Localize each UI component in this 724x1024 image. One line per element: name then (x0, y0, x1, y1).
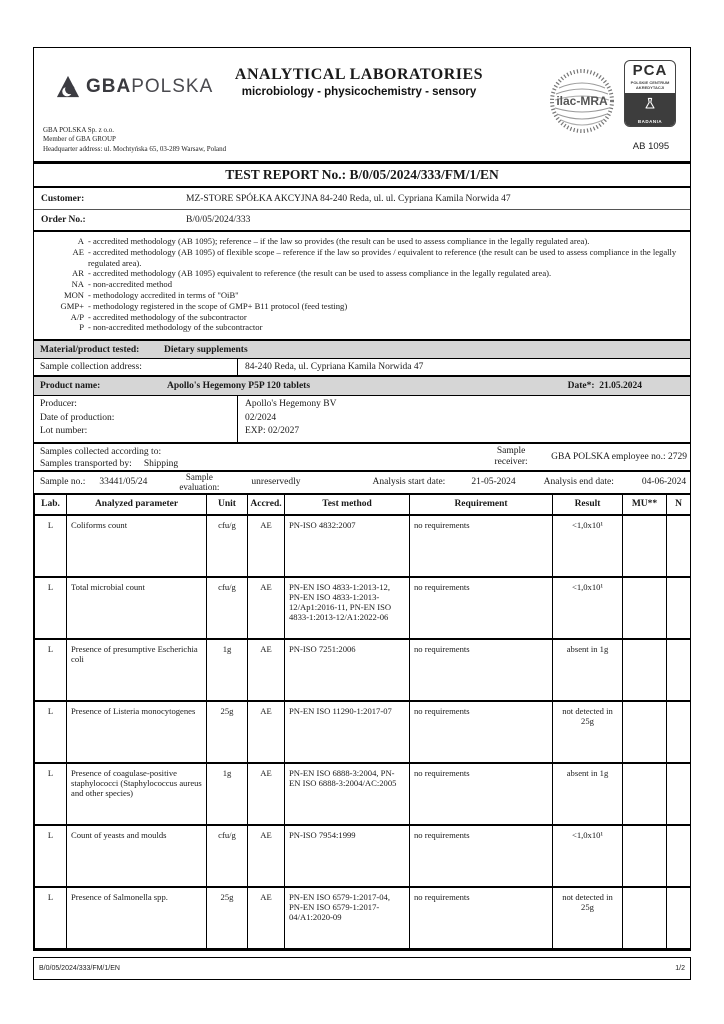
cell-accred: AE (248, 577, 285, 639)
gba-polska-logo (56, 75, 213, 99)
logo-gba-text: GBA (86, 76, 132, 97)
company-line: Member of GBA GROUP (43, 135, 116, 143)
legend-text: - methodology accredited in terms of "OiB" (88, 289, 239, 300)
cell-accred: AE (248, 763, 285, 825)
cell-requirement: no requirements (410, 887, 553, 949)
order-value: B/0/05/2024/333 (186, 215, 251, 225)
cell-n (667, 825, 691, 887)
cell-requirement: no requirements (410, 825, 553, 887)
footer-page-number: 1/2 (675, 965, 685, 972)
legend-item (34, 247, 690, 269)
legend-code: NA (71, 279, 84, 290)
cell-analyzed-parameter: Presence of Listeria monocytogenes (67, 701, 207, 763)
cell-n (667, 763, 691, 825)
company-line: GBA POLSKA Sp. z o.o. (43, 125, 114, 134)
customer-section (34, 188, 690, 232)
cell-result: <1,0x10¹ (553, 825, 623, 887)
producer-labels (34, 396, 237, 442)
cell-result: <1,0x10¹ (553, 515, 623, 577)
gba-triangle-icon (56, 75, 80, 99)
legend-item (34, 236, 690, 247)
company-address-block (43, 126, 226, 155)
col-analyzed-parameter: Analyzed parameter (67, 494, 207, 515)
cell-n (667, 887, 691, 949)
cell-unit: cfu/g (207, 515, 248, 577)
sample-evaluation-label: Sample evaluation: (179, 472, 220, 493)
samples-collected-label: Samples collected according to: (40, 446, 162, 457)
samples-transported-row (40, 458, 485, 470)
result-row (35, 825, 691, 887)
result-row (35, 515, 691, 577)
cell-n (667, 639, 691, 701)
sample-evaluation-value: unreservedly (251, 477, 301, 488)
producer-values (237, 396, 690, 442)
cell-unit: 1g (207, 763, 248, 825)
lot-number-label: Lot number: (40, 426, 88, 437)
cell-test-method: PN-EN ISO 6579-1:2017-04, PN-EN ISO 6579-1:2017-04/A1:2020-09 (285, 887, 410, 949)
cell-lab: L (35, 763, 67, 825)
report-page (33, 47, 691, 951)
samples-transport-info (34, 444, 485, 470)
footer-report-no: B/0/05/2024/333/FM/1/EN (39, 965, 120, 972)
legend-code: MON (63, 289, 84, 300)
legend-item (34, 290, 690, 301)
producer-value: Apollo's Hegemony BV (245, 399, 337, 410)
cell-requirement: no requirements (410, 701, 553, 763)
cell-accred: AE (248, 701, 285, 763)
production-date-value: 02/2024 (245, 412, 277, 423)
cell-analyzed-parameter: Presence of coagulase-positive staphylococci (Staphylococcus aureus and other species) (67, 763, 207, 825)
analysis-start-value: 21-05-2024 (471, 477, 516, 488)
cell-mu (623, 577, 667, 639)
cell-test-method: PN-EN ISO 6888-3:2004, PN-EN ISO 6888-3:2004/AC:2005 (285, 763, 410, 825)
cell-unit: cfu/g (207, 825, 248, 887)
col-n: N (667, 494, 691, 515)
date-value: 21.05.2024 (599, 381, 642, 392)
producer-label: Producer: (40, 399, 77, 410)
cell-test-method: PN-EN ISO 4833-1:2013-12, PN-EN ISO 4833-1:2013-12/Ap1:2016-11, PN-EN ISO 4833-1:2013-12/A1:2022-06 (285, 577, 410, 639)
col-accred: Accred. (248, 494, 285, 515)
cell-requirement: no requirements (410, 577, 553, 639)
accreditation-number: AB 1095 (632, 141, 670, 152)
col-mu: MU** (623, 494, 667, 515)
logo-polska-text: POLSKA (131, 76, 214, 97)
cell-accred: AE (248, 887, 285, 949)
col-unit: Unit (207, 494, 248, 515)
legend-text: - accredited methodology (AB 1095) equivalent to reference (the result can be used to assess compliance in the legally regulated area). (88, 268, 552, 279)
results-table (34, 493, 691, 950)
analysis-end-value: 04-06-2024 (641, 477, 687, 488)
cell-test-method: PN-ISO 7251:2006 (285, 639, 410, 701)
col-requirement: Requirement (410, 494, 553, 515)
cell-n (667, 701, 691, 763)
cell-accred: AE (248, 515, 285, 577)
legend-item (34, 301, 690, 312)
samples-block (34, 444, 690, 472)
legend-code: AE (72, 246, 84, 257)
product-bar (34, 377, 690, 396)
samples-transported-value: Shipping (143, 458, 179, 469)
legend-code: A/P (70, 311, 84, 322)
report-title: TEST REPORT No.: B/0/05/2024/333/FM/1/EN (34, 162, 690, 188)
legend-code: P (79, 322, 84, 333)
pca-badge-icon (624, 60, 676, 127)
cell-analyzed-parameter: Total microbial count (67, 577, 207, 639)
cell-accred: AE (248, 639, 285, 701)
cell-requirement: no requirements (410, 639, 553, 701)
cell-lab: L (35, 825, 67, 887)
company-line: Headquarter address: ul. Mochtyńska 65, 03-289 Warsaw, Poland (43, 144, 227, 153)
analysis-end-label: Analysis end date: (543, 477, 614, 488)
order-row (34, 209, 690, 230)
legend-item (34, 322, 690, 333)
cell-n (667, 577, 691, 639)
legend-item (34, 268, 690, 279)
col-result: Result (553, 494, 623, 515)
product-value: Apollo's Hegemony P5P 120 tablets (167, 381, 311, 392)
analysis-start-label: Analysis start date: (372, 477, 446, 488)
cell-n (667, 515, 691, 577)
legend-text: - accredited methodology (AB 1095) of flexible scope – reference if the law so provides / equivalent to reference (the result can be used to assess compliance in the legally regulated area). (88, 246, 677, 268)
product-date (568, 381, 642, 391)
legend-item (34, 279, 690, 290)
cell-mu (623, 887, 667, 949)
cell-unit: 25g (207, 887, 248, 949)
result-row (35, 763, 691, 825)
accreditation-legend (34, 232, 690, 341)
legend-code: AR (72, 268, 84, 279)
sample-no-label: Sample no.: (40, 477, 86, 488)
letterhead (34, 48, 690, 162)
customer-value: MZ-STORE SPÓŁKA AKCYJNA 84-240 Reda, ul. ul. Cypriana Kamila Norwida 47 (186, 193, 511, 204)
cell-test-method: PN-ISO 4832:2007 (285, 515, 410, 577)
cell-unit: 1g (207, 639, 248, 701)
flask-icon (642, 96, 658, 112)
result-row (35, 639, 691, 701)
results-header-row (35, 494, 691, 515)
sample-receiver-label: Sample receiver: (494, 445, 528, 467)
cell-requirement: no requirements (410, 763, 553, 825)
col-test-method: Test method (285, 494, 410, 515)
lot-number-value: EXP: 02/2027 (245, 426, 300, 437)
pca-badania-label: BADANIA (637, 119, 663, 124)
lab-title-block (194, 66, 524, 98)
material-label: Material/product tested: (40, 344, 140, 355)
cell-result: <1,0x10¹ (553, 577, 623, 639)
cell-result: absent in 1g (553, 639, 623, 701)
sample-number-row (34, 472, 690, 493)
cell-analyzed-parameter: Count of yeasts and moulds (67, 825, 207, 887)
sample-address-row (34, 359, 690, 377)
result-row (35, 887, 691, 949)
cell-lab: L (35, 515, 67, 577)
cell-analyzed-parameter: Coliforms count (67, 515, 207, 577)
legend-text: - non-accredited methodology of the subcontractor (88, 322, 263, 333)
sample-address-label: Sample collection address: (40, 362, 142, 373)
result-row (35, 701, 691, 763)
cell-lab: L (35, 639, 67, 701)
producer-block (34, 396, 690, 444)
cell-test-method: PN-ISO 7954:1999 (285, 825, 410, 887)
legend-item (34, 312, 690, 323)
cell-analyzed-parameter: Presence of presumptive Escherichia coli (67, 639, 207, 701)
ilac-mra-label: ilac-MRA (556, 94, 608, 108)
result-row (35, 577, 691, 639)
cell-mu (623, 701, 667, 763)
material-value: Dietary supplements (164, 344, 248, 355)
cell-requirement: no requirements (410, 515, 553, 577)
cell-result: not detected in 25g (553, 701, 623, 763)
sample-no-value: 33441/05/24 (99, 477, 148, 488)
cell-mu (623, 639, 667, 701)
cell-analyzed-parameter: Presence of Salmonella spp. (67, 887, 207, 949)
customer-label: Customer: (41, 193, 85, 204)
cell-mu (623, 763, 667, 825)
cell-test-method: PN-EN ISO 11290-1:2017-07 (285, 701, 410, 763)
production-date-label: Date of production: (40, 412, 115, 423)
product-label: Product name: (40, 381, 101, 392)
pca-name: PCA (632, 62, 668, 79)
customer-row (34, 188, 690, 209)
cell-lab: L (35, 701, 67, 763)
cell-result: absent in 1g (553, 763, 623, 825)
cell-unit: 25g (207, 701, 248, 763)
order-label: Order No.: (41, 215, 86, 225)
legend-code: A (77, 236, 84, 246)
legend-text: - non-accredited method (88, 279, 172, 290)
sample-address-value: 84-240 Reda, ul. Cypriana Kamila Norwida 47 (237, 359, 690, 375)
legend-text: - accredited methodology (AB 1095); reference – if the law so provides (the result can be used to assess compliance in the legally regulated area). (88, 236, 590, 246)
cell-unit: cfu/g (207, 577, 248, 639)
pca-badania-section (625, 93, 675, 126)
cell-lab: L (35, 577, 67, 639)
col-lab: Lab. (35, 494, 67, 515)
lab-subtitle: microbiology - physicochemistry - sensory (241, 86, 477, 98)
legend-text: - accredited methodology of the subcontractor (88, 311, 247, 322)
legend-code: GMP+ (60, 300, 84, 311)
legend-text: - methodology registered in the scope of GMP+ B11 protocol (feed testing) (88, 300, 348, 311)
date-label: Date*: (567, 381, 595, 392)
lab-title: ANALYTICAL LABORATORIES (234, 66, 484, 83)
cell-result: not detected in 25g (553, 887, 623, 949)
cell-mu (623, 825, 667, 887)
cell-lab: L (35, 887, 67, 949)
pca-subtitle: POLSKIE CENTRUM AKREDYTACJI (630, 80, 670, 90)
sample-receiver-value: GBA POLSKA employee no.: 2729 (551, 451, 687, 462)
page-footer (33, 957, 691, 980)
samples-transported-label: Samples transported by: (40, 458, 132, 469)
ilac-mra-seal-icon (549, 68, 615, 134)
cell-mu (623, 515, 667, 577)
cell-accred: AE (248, 825, 285, 887)
material-bar (34, 341, 690, 359)
